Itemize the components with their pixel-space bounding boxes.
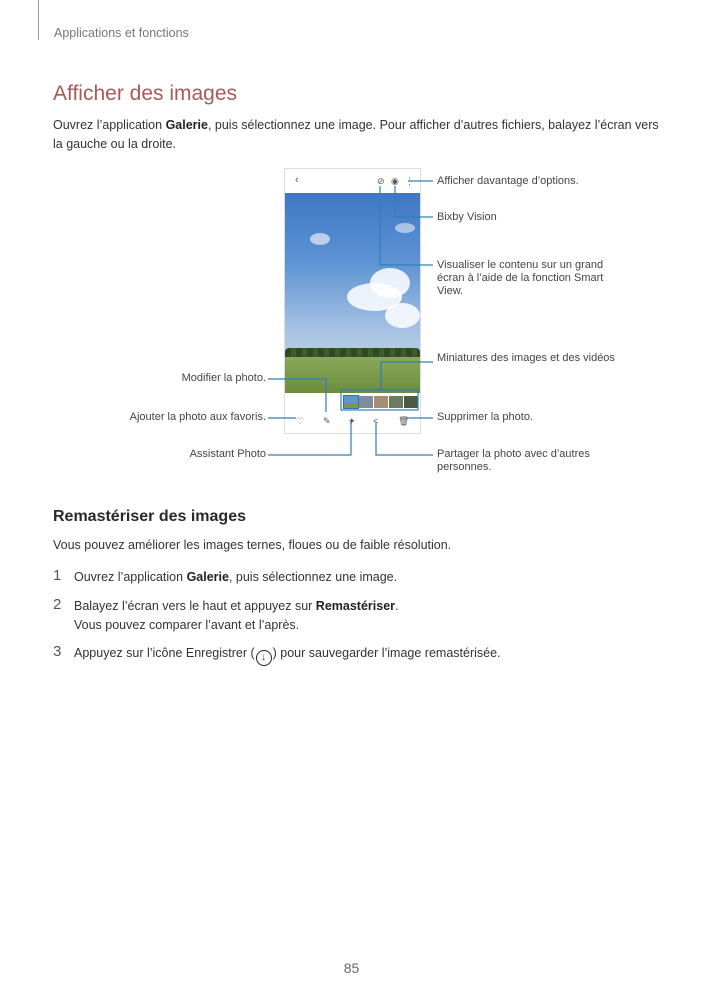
step-number: 3 <box>53 643 62 660</box>
step-text: Ouvrez l’application Galerie, puis sélectionnez une image. <box>74 570 398 584</box>
callout-share: Partager la photo avec d’autres personnes. <box>437 448 590 473</box>
eye-icon[interactable]: ◉ <box>391 176 399 186</box>
more-icon[interactable]: ⋮ <box>405 176 414 186</box>
callout-smart-view: Visualiser le contenu sur un grand écran à l’aide de la fonction Smart View. <box>437 259 604 297</box>
step-number: 2 <box>53 596 62 613</box>
download-icon: ↓ <box>256 650 272 666</box>
callout-favorite: Ajouter la photo aux favoris. <box>129 411 266 423</box>
step-text: Balayez l’écran vers le haut et appuyez sur Remastériser. Vous pouvez comparer l’avant et l’après. <box>74 599 399 632</box>
sparkle-icon[interactable]: ✦ <box>348 416 356 426</box>
callout-assistant: Assistant Photo <box>189 448 266 460</box>
subsection-title: Remastériser des images <box>53 508 246 525</box>
intro-paragraph: Ouvrez l’application Galerie, puis sélectionnez une image. Pour afficher d’autres fichiers, balayez l’écran vers la gauche ou la droite. <box>53 118 659 151</box>
subsection-body: Vous pouvez améliorer les images ternes, floues ou de faible résolution. <box>53 538 452 552</box>
section-title: Afficher des images <box>53 82 238 105</box>
page-number: 85 <box>343 960 360 976</box>
callout-thumbnails: Miniatures des images et des vidéos <box>437 352 615 364</box>
callout-delete: Supprimer la photo. <box>437 411 533 423</box>
share-icon[interactable]: < <box>373 416 379 426</box>
running-header: Applications et fonctions <box>54 26 189 40</box>
app-name-galerie: Galerie <box>165 118 208 132</box>
cast-icon[interactable]: ⊘ <box>377 176 385 186</box>
callout-edit: Modifier la photo. <box>181 372 266 384</box>
pencil-icon[interactable]: ✎ <box>323 416 331 426</box>
callout-bixby-vision: Bixby Vision <box>437 211 497 223</box>
trash-icon[interactable]: 🗑 <box>398 416 410 426</box>
step-number: 1 <box>53 567 62 584</box>
back-icon[interactable]: ‹ <box>295 174 299 186</box>
callout-more-options: Afficher davantage d’options. <box>437 175 579 187</box>
heart-icon[interactable]: ♡ <box>296 416 305 426</box>
step-text: Appuyez sur l’icône Enregistrer ( ↓ ) pour sauvegarder l’image remastérisée. <box>74 644 634 666</box>
